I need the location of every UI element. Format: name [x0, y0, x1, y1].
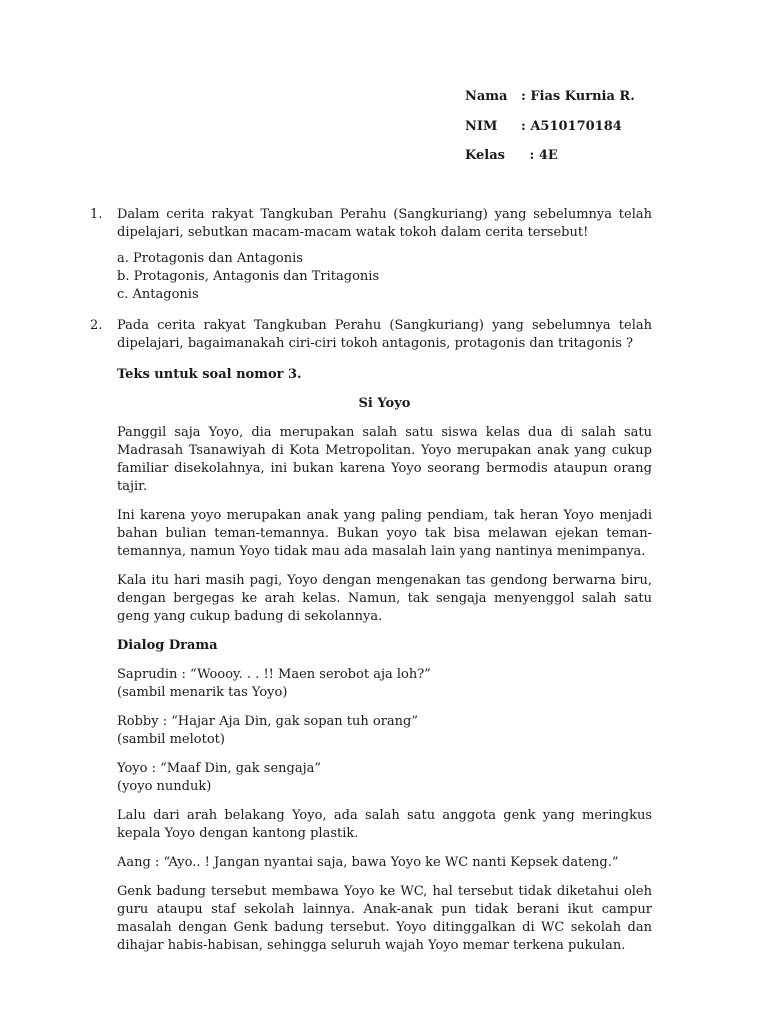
nim-row	[465, 118, 635, 148]
option-c: c. Antagonis	[117, 287, 199, 302]
option-b: b. Protagonis, Antagonis dan Tritagonis	[117, 269, 380, 284]
question-1-options	[90, 250, 652, 304]
question-1	[90, 206, 652, 241]
nim-label: NIM	[465, 118, 498, 134]
class-label: Kelas	[465, 148, 505, 163]
option-a: a. Protagonis dan Antagonis	[117, 251, 303, 266]
document-body	[90, 206, 652, 955]
dialog-line: Yoyo : “Maaf Din, gak sengaja”	[117, 761, 322, 776]
closing-paragraph-1: Lalu dari arah belakang Yoyo, ada salah satu anggota genk yang meringkus kepala Yoyo dengan kantong plastik.	[117, 808, 652, 841]
dialog-note: (sambil melotot)	[117, 732, 225, 747]
dialog-entry	[117, 760, 652, 796]
class-row	[465, 147, 635, 177]
paragraph-2: Ini karena yoyo merupakan anak yang paling pendiam, tak heran Yoyo menjadi bahan bulian teman-temannya. Bukan yoyo tak bisa melawan ejekan teman-temannya, namun Yoyo tidak mau ada masalah lain yang nantinya menimpanya.	[117, 508, 652, 559]
dialog-note: (yoyo nunduk)	[117, 779, 212, 794]
paragraph-1: Panggil saja Yoyo, dia merupakan salah satu siswa kelas dua di salah satu Madrasah Tsanawiyah di Kota Metropolitan. Yoyo merupakan anak yang cukup familiar disekolahnya, ini bukan karena Yoyo seorang bermodis ataupun orang tajir.	[117, 425, 652, 494]
question-2	[90, 317, 652, 352]
question-1-text: Dalam cerita rakyat Tangkuban Perahu (Sangkuriang) yang sebelumnya telah dipelajari, sebutkan macam-macam watak tokoh dalam cerita tersebut!	[117, 207, 652, 240]
question-1-number: 1.	[90, 207, 103, 222]
dialog-heading: Dialog Drama	[117, 638, 218, 653]
dialog-note: (sambil menarik tas Yoyo)	[117, 685, 288, 700]
name-row	[465, 88, 635, 118]
name-label: Nama	[465, 89, 508, 104]
closing-paragraph-2: Genk badung tersebut membawa Yoyo ke WC, hal tersebut tidak diketahui oleh guru ataupu staf sekolah lainnya. Anak-anak pun tidak berani ikut campur masalah dengan Genk badung tersebut. Yoyo ditinggalkan di WC sekolah dan dihajar habis-habisan, sehingga seluruh wajah Yoyo memar terkena pukulan.	[117, 884, 652, 953]
question-2-number: 2.	[90, 318, 103, 333]
dialog-line: Robby : “Hajar Aja Din, gak sopan tuh orang”	[117, 714, 419, 729]
dialog-entry	[117, 666, 652, 702]
paragraph-3: Kala itu hari masih pagi, Yoyo dengan mengenakan tas gendong berwarna biru, dengan bergegas ke arah kelas. Namun, tak sengaja menyenggol salah satu geng yang cukup badung di sekolannya.	[117, 573, 652, 624]
dialog-line: Saprudin : “Woooy. . . !! Maen serobot aja loh?”	[117, 667, 431, 682]
story-title: Si Yoyo	[358, 396, 411, 411]
question-2-text: Pada cerita rakyat Tangkuban Perahu (Sangkuriang) yang sebelumnya telah dipelajari, bagaimanakah ciri-ciri tokoh antagonis, protagonis dan tritagonis ?	[117, 318, 652, 351]
class-value: : 4E	[525, 148, 558, 163]
text-heading: Teks untuk soal nomor 3.	[117, 367, 302, 382]
name-value: : Fias Kurnia R.	[521, 89, 635, 104]
closing-dialog-line: Aang : “Ayo.. ! Jangan nyantai saja, bawa Yoyo ke WC nanti Kepsek dateng.”	[117, 855, 619, 870]
student-info	[465, 88, 635, 177]
nim-value: : A510170184	[521, 118, 622, 134]
dialog-entry	[117, 713, 652, 749]
